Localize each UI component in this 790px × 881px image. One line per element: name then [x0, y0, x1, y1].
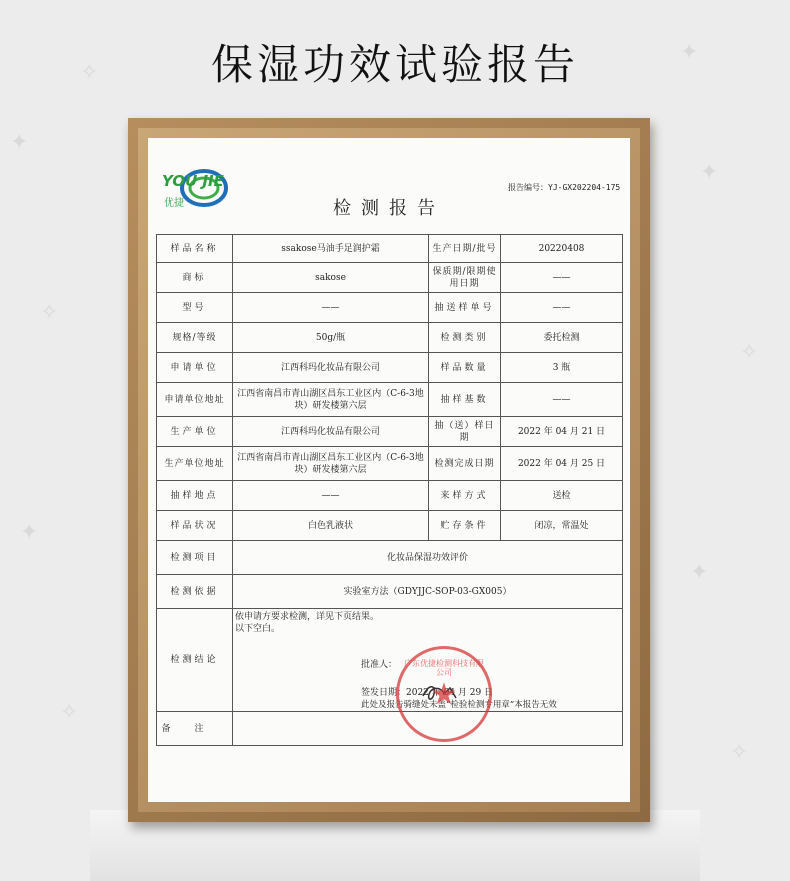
table-row [157, 481, 623, 511]
seal-star-icon: ★ [430, 677, 458, 712]
report-number: 报告编号：YJ-GX202204-175 [508, 183, 621, 192]
approver-label: 批准人： [361, 660, 398, 670]
row-value: 江西省南昌市青山湖区昌东工业区内（C-6-3地块）研发楼第六层 [233, 383, 429, 417]
row-label: 规格/等级 [157, 323, 233, 353]
conclusion-label: 检测结论 [157, 609, 233, 712]
row-label: 样品数量 [429, 353, 501, 383]
official-seal [396, 646, 492, 742]
table-row [157, 712, 623, 746]
test-item-value: 化妆品保湿功效评价 [233, 541, 623, 575]
row-label: 来样方式 [429, 481, 501, 511]
row-label: 申请单位 [157, 353, 233, 383]
row-label: 保质期/限期使用日期 [429, 263, 501, 293]
table-row [157, 511, 623, 541]
report-table [156, 234, 623, 746]
row-value: —— [501, 383, 623, 417]
row-label: 抽样地点 [157, 481, 233, 511]
row-value: 20220408 [501, 235, 623, 263]
row-label: 样品名称 [157, 235, 233, 263]
row-value: 送检 [501, 481, 623, 511]
row-value: —— [501, 263, 623, 293]
document-title: 检测报告 [333, 198, 445, 219]
row-label: 生产单位地址 [157, 447, 233, 481]
basis-value: 实验室方法（GDYJJC-SOP-03-GX005） [233, 575, 623, 609]
table-row [157, 293, 623, 323]
row-value: 3 瓶 [501, 353, 623, 383]
logo-text: YOU JIE [162, 172, 224, 190]
table-row [157, 575, 623, 609]
table-row [157, 541, 623, 575]
issue-date: 签发日期：2022 年 04 月 29 日 [361, 688, 494, 698]
row-value: 2022 年 04 月 21 日 [501, 417, 623, 447]
table-row [157, 235, 623, 263]
seal-text: 广东优捷检测科技有限公司 [404, 659, 484, 677]
row-label: 贮存条件 [429, 511, 501, 541]
stamp-note: 此处及报告骑缝处未盖“检验检测专用章”本报告无效 [361, 700, 557, 710]
table-row [157, 383, 623, 417]
conclusion-line-1: 依申请方要求检测，详见下页结果。 [235, 612, 380, 622]
basis-label: 检测依据 [157, 575, 233, 609]
row-value: 江西科玛化妆品有限公司 [233, 353, 429, 383]
banner-title: 保湿功效试验报告 [210, 40, 579, 89]
row-value: 委托检测 [501, 323, 623, 353]
row-value: 江西科玛化妆品有限公司 [233, 417, 429, 447]
row-label: 抽样基数 [429, 383, 501, 417]
row-label: 生产日期/批号 [429, 235, 501, 263]
row-label: 生产单位 [157, 417, 233, 447]
row-label: 商标 [157, 263, 233, 293]
row-label: 检测类别 [429, 323, 501, 353]
row-value: 2022 年 04 月 25 日 [501, 447, 623, 481]
row-label: 检测完成日期 [429, 447, 501, 481]
row-value: 白色乳液状 [233, 511, 429, 541]
row-value: 江西省南昌市青山湖区昌东工业区内（C-6-3地块）研发楼第六层 [233, 447, 429, 481]
row-value: —— [233, 481, 429, 511]
approver-line [361, 659, 622, 671]
row-value: —— [501, 293, 623, 323]
logo-cn: 优捷 [164, 198, 184, 209]
row-value: 50g/瓶 [233, 323, 429, 353]
row-label: 型号 [157, 293, 233, 323]
table-row [157, 353, 623, 383]
row-label: 抽（送）样日期 [429, 417, 501, 447]
table-row [157, 447, 623, 481]
table-row [157, 323, 623, 353]
row-value: ssakose马油手足润护霜 [233, 235, 429, 263]
row-value: —— [233, 293, 429, 323]
row-label: 抽送样单号 [429, 293, 501, 323]
test-item-label: 检测项目 [157, 541, 233, 575]
row-value: 闭凉，常温处 [501, 511, 623, 541]
remark-label: 备注 [157, 712, 233, 746]
conclusion-line-2: 以下空白。 [235, 624, 281, 634]
row-label: 样品状况 [157, 511, 233, 541]
report-paper [148, 138, 630, 802]
table-row [157, 609, 623, 712]
table-row [157, 263, 623, 293]
row-label: 申请单位地址 [157, 383, 233, 417]
table-row [157, 417, 623, 447]
picture-frame [128, 118, 650, 822]
row-value: sakose [233, 263, 429, 293]
